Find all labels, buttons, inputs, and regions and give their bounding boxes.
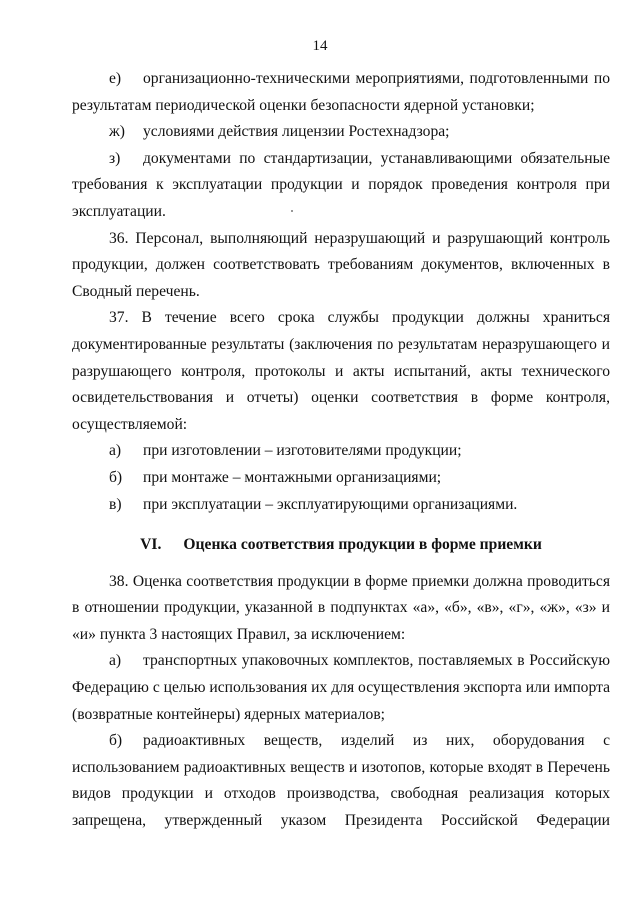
paragraph-38: 38. Оценка соответствия продукции в форме приемки должна проводиться в отношении продукции, указанной в подпунктах «а», «б», «в», «г», «ж», «з» и «и» пункта 3 настоящих Правил, за исключением: [72,572,610,643]
list-item-v-37 [72,492,610,519]
item-text: документами по стандартизации, устанавливающими обязательные требования к эксплуатации продукции и порядок проведения контроля при эксплуатации. [72,149,610,220]
item-text: радиоактивных веществ, изделий из них, оборудования с использованием радиоактивных веществ и изотопов, которые входят в Перечень видов продукции и отходов производства, свободная реализация которых запрещена, утвержденный указом Президента Российской Федерации [72,732,610,830]
item-marker: а) [109,652,122,670]
item-marker: а) [109,442,122,460]
item-text: при монтаже – монтажными организациями; [143,468,442,486]
list-item-b-38 [72,728,610,834]
item-text: транспортных упаковочных комплектов, поставляемых в Российскую Федерацию с целью использования их для осуществления экспорта или импорта (возвратные контейнеры) ядерных материалов; [72,652,610,723]
paragraph-36: 36. Персонал, выполняющий неразрушающий и разрушающий контроль продукции, должен соответствовать требованиям документов, включенных в Сводный перечень. [72,229,610,300]
list-item-zh [72,119,610,146]
item-marker: б) [109,732,123,750]
section-heading [72,532,610,559]
paragraph-37: 37. В течение всего срока службы продукции должны храниться документированные результаты (заключения по результатам неразрушающего и разрушающего контроля, протоколы и акты испытаний, акты технического освидетельствования и отчеты) оценки соответствия в форме контроля, осуществляемой: [72,309,610,433]
list-item-b-37 [72,465,610,492]
item-text: при эксплуатации – эксплуатирующими организациями. [143,495,518,513]
item-marker: е) [109,70,122,87]
item-marker: з) [109,149,121,167]
item-text: при изготовлении – изготовителями продукции; [143,442,462,460]
item-marker: ж) [109,123,125,141]
list-item-a-37 [72,438,610,465]
item-text: условиями действия лицензии Ростехнадзора; [143,123,450,141]
document-body [72,66,610,835]
page-number: 14 [312,38,328,54]
list-item-a-38 [72,648,610,728]
item-marker: в) [109,495,122,513]
section-number: VI. [140,536,162,554]
section-title: Оценка соответствия продукции в форме приемки [183,536,542,554]
item-marker: б) [109,468,123,486]
scan-speck [291,210,293,212]
item-text: организационно-техническими мероприятиями, подготовленными по результатам периодической оценки безопасности ядерной установки; [72,70,610,114]
list-item-z [72,146,610,226]
list-item-e [72,66,610,119]
